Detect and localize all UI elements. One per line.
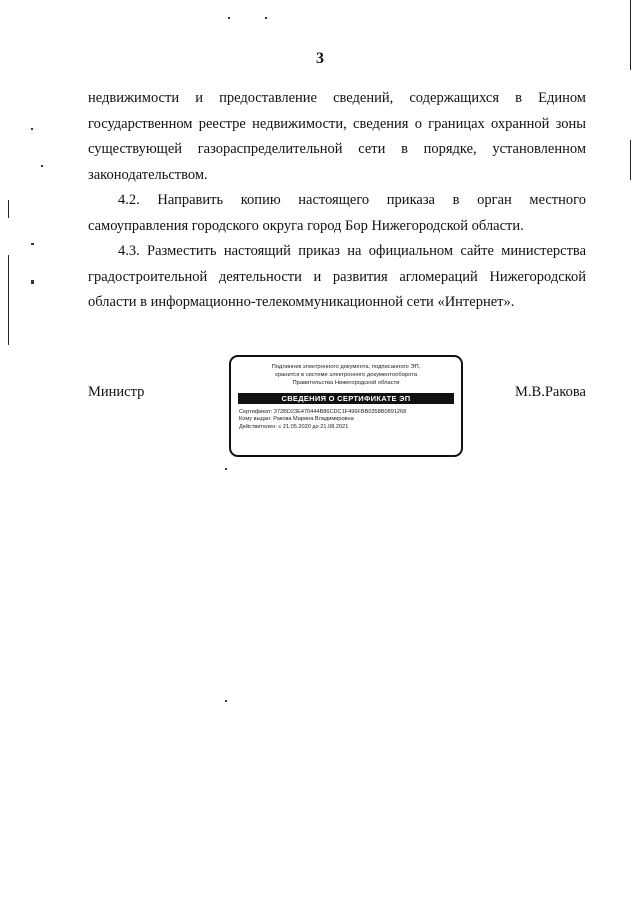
- signatory-name: М.В.Ракова: [515, 384, 586, 400]
- paragraph-continuation: недвижимости и предоставление сведений, содержащихся в Едином государственном реестре недвижимости, сведения о границах охранной зоны существующей газораспределительной сети в порядке, установленном законодательством.: [88, 90, 586, 183]
- paragraph-4-2: 4.2. Направить копию настоящего приказа в орган местного самоуправления городского округа город Бор Нижегородской области.: [88, 192, 586, 234]
- certificate-number: Сертификат: 372BD23E470444B86CDC1F496FBB0358B0891268: [239, 409, 407, 415]
- signatory-role: Министр: [88, 384, 145, 400]
- stamp-notice-line: хранится в системе электронного документооборота: [274, 372, 418, 378]
- scan-speck: [31, 280, 34, 284]
- stamp-notice-line: Правительства Нижегородской области: [292, 380, 400, 386]
- document-body: [88, 86, 586, 316]
- stamp-notice-line: Подлинник электронного документа, подписанного ЭП,: [271, 364, 421, 370]
- certificate-validity: Действителен: с 21.05.2020 до 21.08.2021: [239, 423, 349, 430]
- scan-speck: [31, 128, 33, 130]
- scan-edge-line: [8, 255, 9, 345]
- scan-edge-line: [630, 0, 631, 70]
- electronic-signature-stamp: [229, 355, 463, 457]
- stamp-notice: [231, 363, 461, 387]
- certificate-owner: Кому выдан: Ракова Марина Владимировна: [239, 416, 354, 423]
- scan-speck: [41, 165, 43, 167]
- paragraph-4-3: 4.3. Разместить настоящий приказ на официальном сайте министерства градостроительной деятельности и развития агломераций Нижегородской области в информационно-телекоммуникационной сети «Интернет».: [88, 243, 586, 310]
- scan-speck: [225, 468, 227, 470]
- scan-speck: [225, 700, 227, 702]
- scan-edge-line: [8, 200, 9, 218]
- scan-speck: [31, 243, 34, 245]
- page-number: 3: [316, 50, 324, 67]
- scan-speck: [265, 17, 267, 19]
- stamp-details: [239, 409, 453, 431]
- scan-edge-line: [630, 140, 631, 180]
- scan-speck: [228, 17, 230, 19]
- stamp-header: СВЕДЕНИЯ О СЕРТИФИКАТЕ ЭП: [238, 393, 454, 404]
